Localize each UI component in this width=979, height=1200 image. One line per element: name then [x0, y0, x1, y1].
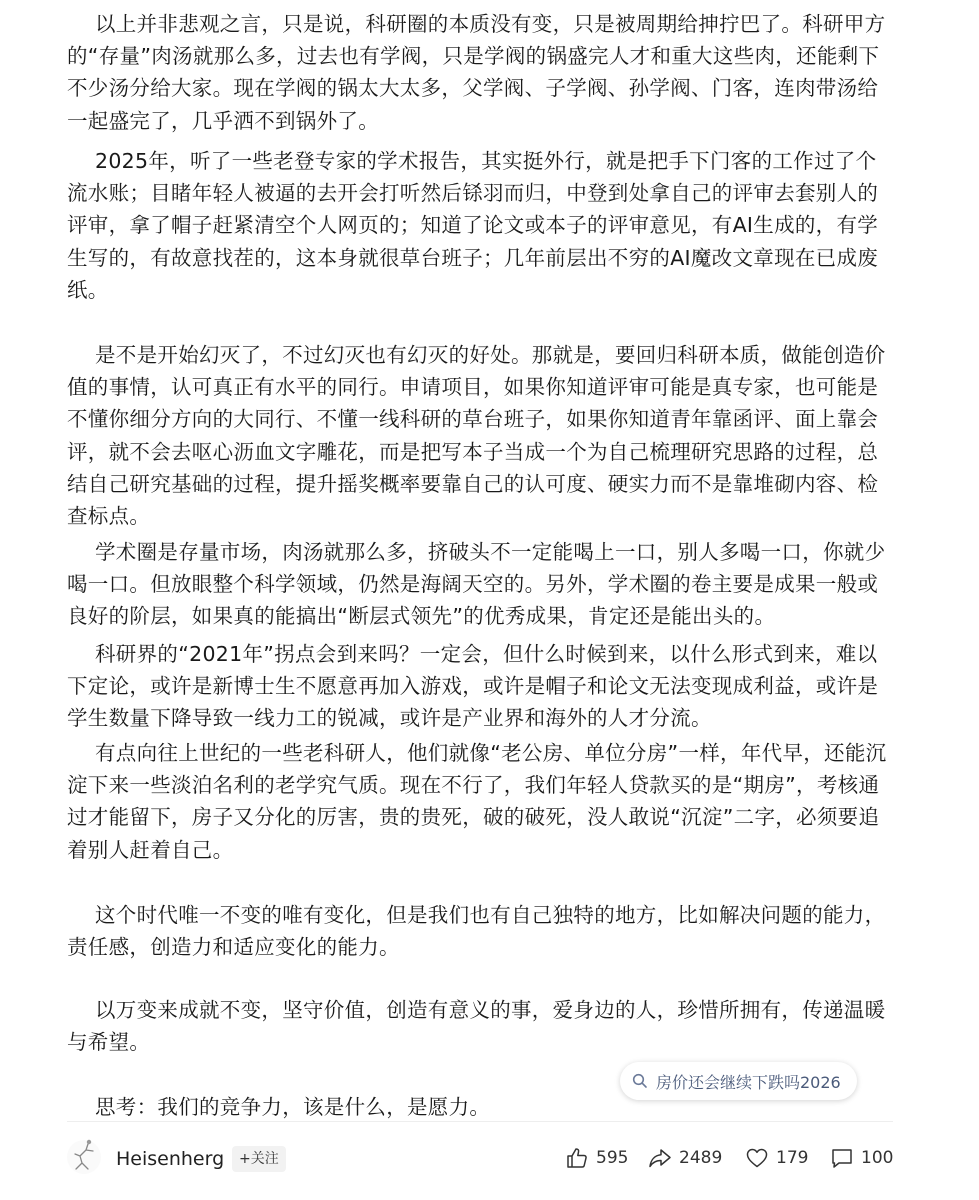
footer-divider — [67, 1121, 893, 1122]
post-footer — [0, 1136, 979, 1186]
share-arrow-icon — [648, 1146, 672, 1170]
search-suggestion-chip[interactable] — [620, 1062, 857, 1100]
avatar[interactable] — [66, 1136, 102, 1178]
share-count: 2489 — [679, 1148, 723, 1168]
comment-icon — [830, 1146, 854, 1170]
paragraph-8: 以万变来成就不变，坚守价值，创造有意义的事，爱身边的人，珍惜所拥有，传递温暖与希望。 — [67, 998, 886, 1055]
favorite-count: 179 — [776, 1148, 809, 1168]
comment-button[interactable] — [830, 1146, 893, 1170]
search-suggestion-text: 房价还会继续下跌吗2026 — [656, 1072, 841, 1092]
paragraph-9: 思考：我们的竞争力，该是什么，是愿力。 — [95, 1095, 491, 1119]
paragraph-3: 是不是开始幻灭了，不过幻灭也有幻灭的好处。那就是，要回归科研本质，做能创造价值的事情，认可真正有水平的同行。申请项目，如果你知道评审可能是真专家，也可能是不懂你细分方向的大同行、不懂一线科研的草台班子，如果你知道青年靠函评、面上靠会评，就不会去呕心沥血文字雕花，而是把写本子当成一个为自己梳理研究思路的过程，总结自己研究基础的过程，提升摇奖概率要靠自己的认可度、硬实力而不是靠堆砌内容、检查标点。 — [67, 343, 886, 529]
follow-button[interactable]: +关注 — [232, 1146, 286, 1172]
like-count: 595 — [596, 1148, 629, 1168]
paragraph-6: 有点向往上世纪的一些老科研人，他们就像“老公房、单位分房”一样，年代早，还能沉淀下来一些淡泊名利的老学究气质。现在不行了，我们年轻人贷款买的是“期房”，考核通过才能留下，房子又分化的厉害，贵的贵死，破的破死，没人敢说“沉淀”二字，必须要追着别人赶着自己。 — [67, 741, 887, 862]
paragraph-1: 以上并非悲观之言，只是说，科研圈的本质没有变，只是被周期给抻拧巴了。科研甲方的“存量”肉汤就那么多，过去也有学阀，只是学阀的锅盛完人才和重大这些肉，还能剩下不少汤分给大家。现在学阀的锅太大太多，父学阀、子学阀、孙学阀、门客，连肉带汤给一起盛完了，几乎洒不到锅外了。 — [67, 12, 886, 133]
paragraph-2: 2025年，听了一些老登专家的学术报告，其实挺外行，就是把手下门客的工作过了个流水账；目睹年轻人被逼的去开会打听然后铩羽而归，中登到处拿自己的评审去套别人的评审，拿了帽子赶紧清空个人网页的；知道了论文或本子的评审意见，有AI生成的，有学生写的，有故意找茬的，这本身就很草台班子；几年前层出不穷的AI魔改文章现在已成废纸。 — [67, 149, 879, 302]
share-button[interactable] — [648, 1146, 722, 1170]
paragraph-4: 学术圈是存量市场，肉汤就那么多，挤破头不一定能喝上一口，别人多喝一口，你就少喝一口。但放眼整个科学领域，仍然是海阔天空的。另外，学术圈的卷主要是成果一般或良好的阶层，如果真的能搞出“断层式领先”的优秀成果，肯定还是能出头的。 — [67, 540, 886, 629]
paragraph-5: 科研界的“2021年”拐点会到来吗？一定会，但什么时候到来，以什么形式到来，难以下定论，或许是新博士生不愿意再加入游戏，或许是帽子和论文无法变现成利益，或许是学生数量下降导致一线力工的锐减，或许是产业界和海外的人才分流。 — [67, 642, 879, 731]
paragraph-7: 这个时代唯一不变的唯有变化，但是我们也有自己独特的地方，比如解决问题的能力，责任感，创造力和适应变化的能力。 — [67, 903, 886, 960]
search-icon — [632, 1073, 648, 1089]
like-button[interactable] — [565, 1146, 628, 1170]
heart-icon — [745, 1146, 769, 1170]
comment-count: 100 — [861, 1148, 894, 1168]
thumbs-up-icon — [565, 1146, 589, 1170]
author-name[interactable]: Heisenherg — [116, 1148, 225, 1170]
favorite-button[interactable] — [745, 1146, 808, 1170]
